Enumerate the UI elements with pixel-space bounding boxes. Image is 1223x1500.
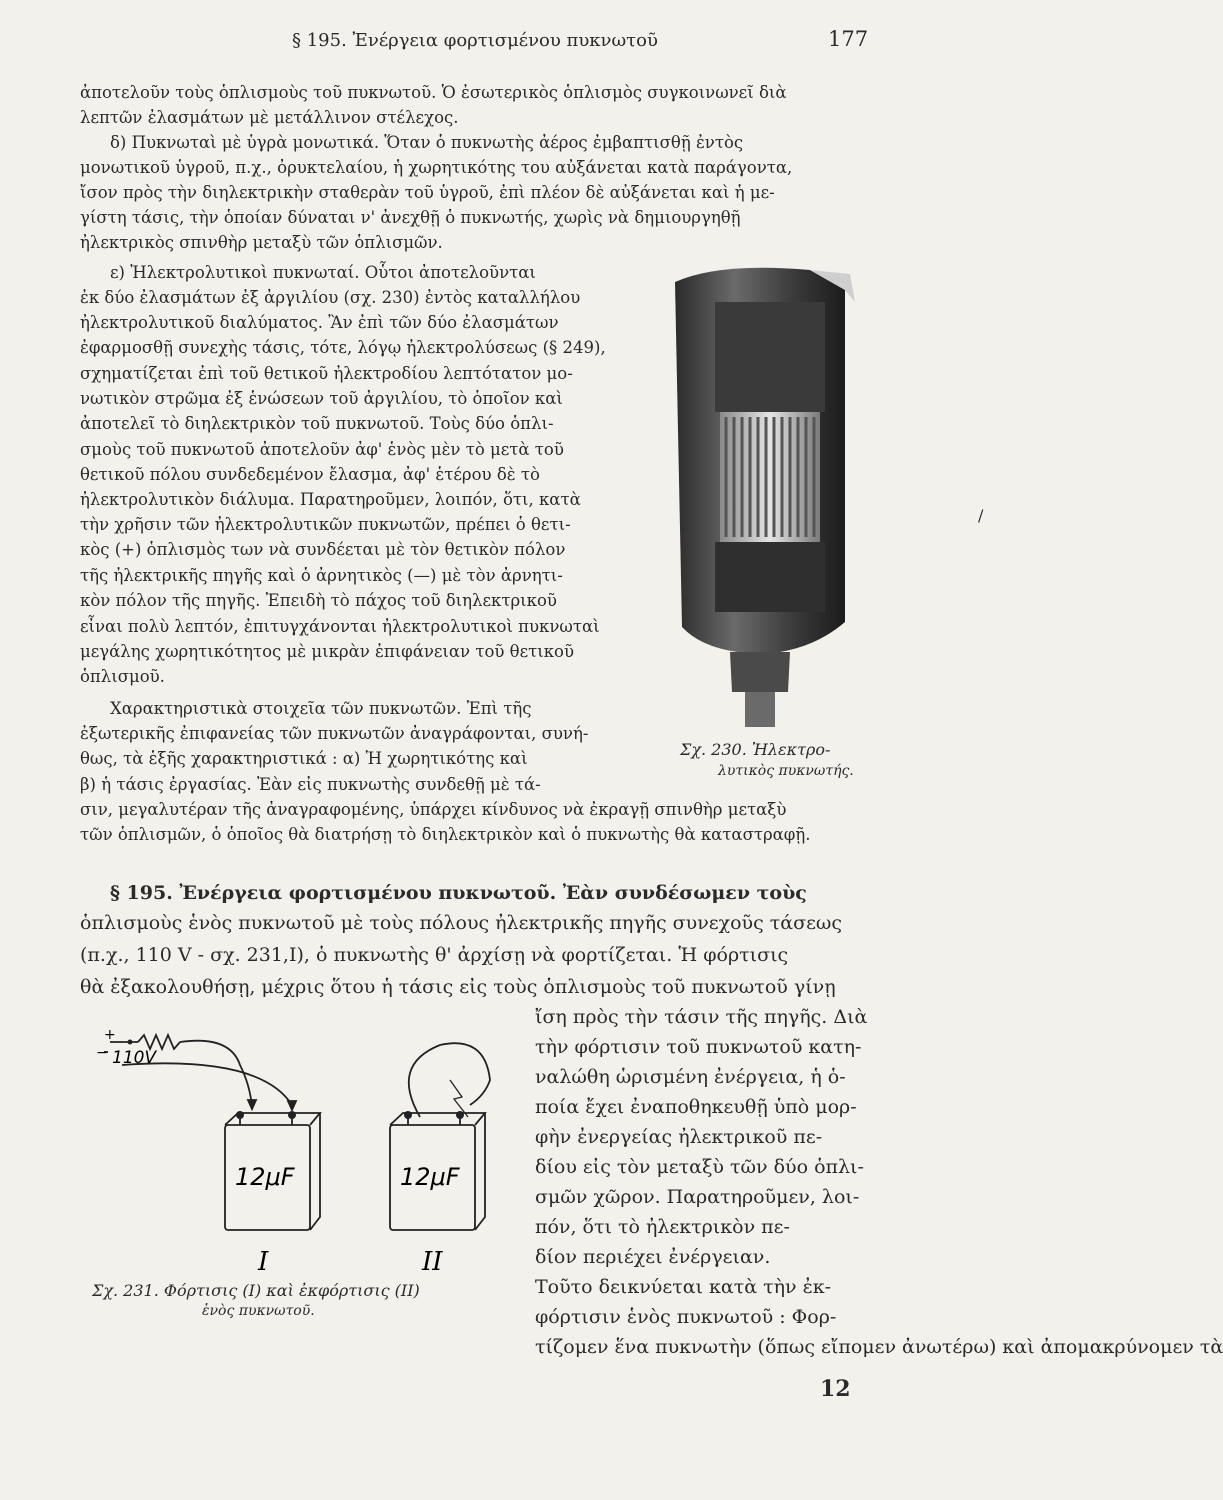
text-line: Τοῦτο δεικνύεται κατὰ τὴν ἐκ- [535,1276,832,1298]
text-line: φόρτισιν ἑνὸς πυκνωτοῦ : Φορ- [535,1306,837,1328]
margin-mark: / [978,506,984,525]
figure-230-caption-cont: λυτικὸς πυκνωτής. [718,763,854,779]
text-line: σιν, μεγαλυτέραν τῆς ἀναγραφομένης, ὑπάρχει κίνδυνος νὰ ἐκραγῇ σπινθὴρ μεταξὺ [80,800,787,819]
figure-label-II: II [422,1247,443,1277]
text-line: ἐκ δύο ἐλασμάτων ἐξ ἀργιλίου (σχ. 230) ἐντὸς καταλλήλου [80,288,581,307]
page-number: 177 [828,27,869,51]
text-line: ε) Ἠλεκτρολυτικοὶ πυκνωταί. Οὗτοι ἀποτελοῦνται [110,263,536,282]
plus-sign: + [104,1027,116,1043]
text-line: σμῶν χῶρον. Παρατηροῦμεν, λοι- [535,1186,860,1208]
text-line: δίον περιέχει ἐνέργειαν. [535,1246,771,1268]
capacitance-label-right: 12μF [400,1163,460,1191]
text-line: μεγάλης χωρητικότητος μὲ μικρὰν ἐπιφάνειαν τοῦ θετικοῦ [80,642,575,661]
text-line: ἐφαρμοσθῇ συνεχὴς τάσις, τότε, λόγῳ ἠλεκτρολύσεως (§ 249), [80,338,606,357]
text-line: γίστη τάσις, τὴν ὁποίαν δύναται ν' ἀνεχθῇ ὁ πυκνωτής, χωρὶς νὰ δημιουργηθῇ [80,208,741,227]
figure-231-caption: Σχ. 231. Φόρτισις (I) καὶ ἐκφόρτισις (II) [92,1281,420,1300]
text-line: ἀποτελεῖ τὸ διηλεκτρικὸν τοῦ πυκνωτοῦ. Τοὺς δύο ὁπλι- [80,414,554,433]
text-line: θως, τὰ ἑξῆς χαρακτηριστικά : α) Ἡ χωρητικότης καὶ [80,749,528,768]
text-line: ἀποτελοῦν τοὺς ὁπλισμοὺς τοῦ πυκνωτοῦ. Ὁ ἐσωτερικὸς ὁπλισμὸς συγκοινωνεῖ διὰ [80,83,787,102]
capacitance-label-left: 12μF [235,1163,295,1191]
text-line: τῶν ὁπλισμῶν, ὁ ὁποῖος θὰ διατρήσῃ τὸ διηλεκτρικὸν καὶ ὁ πυκνωτὴς θὰ καταστραφῇ. [80,825,811,844]
text-line: εἶναι πολὺ λεπτόν, ἐπιτυγχάνονται ἠλεκτρολυτικοὶ πυκνωταὶ [80,617,600,636]
text-line: τὴν φόρτισιν τοῦ πυκνωτοῦ κατη- [535,1036,862,1058]
text-line: δ) Πυκνωταὶ μὲ ὑγρὰ μονωτικά. Ὅταν ὁ πυκνωτὴς ἀέρος ἐμβαπτισθῇ ἐντὸς [110,133,744,152]
text-line: ἠλεκτρικὸς σπινθὴρ μεταξὺ τῶν ὁπλισμῶν. [80,233,443,252]
text-line: Χαρακτηριστικὰ στοιχεῖα τῶν πυκνωτῶν. Ἐπὶ τῆς [110,699,532,718]
electrolytic-capacitor-photo [660,262,865,732]
running-header: § 195. Ἐνέργεια φορτισμένου πυκνωτοῦ [292,30,658,51]
section-heading-line: § 195. Ἐνέργεια φορτισμένου πυκνωτοῦ. Ἐὰν συνδέσωμεν τοὺς [110,882,807,904]
text-line: ναλώθη ὡρισμένη ἐνέργεια, ἡ ὁ- [535,1066,846,1088]
text-line: ἐξωτερικῆς ἐπιφανείας τῶν πυκνωτῶν ἀναγράφονται, συνή- [80,724,589,743]
text-line: δίου εἰς τὸν μεταξὺ τῶν δύο ὁπλι- [535,1156,864,1178]
text-line: μονωτικοῦ ὑγροῦ, π.χ., ὀρυκτελαίου, ἡ χωρητικότης του αὐξάνεται κατὰ παράγοντα, [80,158,793,177]
text-line: τῆς ἠλεκτρικῆς πηγῆς καὶ ὁ ἀρνητικὸς (—) μὲ τὸν ἀρνητι- [80,566,563,585]
signature-mark: 12 [820,1376,851,1402]
text-line: (π.χ., 110 V - σχ. 231,I), ὁ πυκνωτὴς θ' ἀρχίσῃ νὰ φορτίζεται. Ἡ φόρτισις [80,944,789,966]
text-line: β) ἡ τάσις ἐργασίας. Ἐὰν εἰς πυκνωτὴς συνδεθῇ μὲ τά- [80,775,541,794]
text-line: θὰ ἐξακολουθήσῃ, μέχρις ὅτου ἡ τάσις εἰς τοὺς ὁπλισμοὺς τοῦ πυκνωτοῦ γίνῃ [80,976,836,998]
capacitor-charge-diagram [90,1025,510,1280]
text-line: κὸς (+) ὁπλισμὸς των νὰ συνδέεται μὲ τὸν θετικὸν πόλον [80,540,566,559]
text-line: πόν, ὅτι τὸ ἠλεκτρικὸν πε- [535,1216,790,1238]
text-line: κὸν πόλον τῆς πηγῆς. Ἐπειδὴ τὸ πάχος τοῦ διηλεκτρικοῦ [80,591,557,610]
figure-230-caption: Σχ. 230. Ἠλεκτρο- [680,740,831,759]
text-line: ὁπλισμοῦ. [80,667,165,686]
text-line: φὴν ἐνεργείας ἠλεκτρικοῦ πε- [535,1126,823,1148]
text-line: ὁπλισμοὺς ἑνὸς πυκνωτοῦ μὲ τοὺς πόλους ἠλεκτρικῆς πηγῆς συνεχοῦς τάσεως [80,912,843,934]
text-line: σμοὺς τοῦ πυκνωτοῦ ἀποτελοῦν ἀφ' ἑνὸς μὲν τὸ μετὰ τοῦ [80,440,564,459]
voltage-label: 110V [112,1048,157,1068]
text-line: ἠλεκτρολυτικὸν διάλυμα. Παρατηροῦμεν, λοιπόν, ὅτι, κατὰ [80,490,581,509]
figure-label-I: I [258,1247,269,1277]
text-line: ἴση πρὸς τὴν τάσιν τῆς πηγῆς. Διὰ [535,1006,868,1028]
text-line: ποία ἔχει ἐναποθηκευθῇ ὑπὸ μορ- [535,1096,857,1118]
figure-231-caption-cont: ἑνὸς πυκνωτοῦ. [202,1303,315,1319]
text-line: θετικοῦ πόλου συνδεδεμένον ἔλασμα, ἀφ' ἑτέρου δὲ τὸ [80,465,540,484]
text-line: νωτικὸν στρῶμα ἐξ ἑνώσεων τοῦ ἀργιλίου, τὸ ὁποῖον καὶ [80,389,563,408]
text-line: ἴσον πρὸς τὴν διηλεκτρικὴν σταθερὰν τοῦ ὑγροῦ, ἐπὶ πλέον δὲ αὐξάνεται καὶ ἡ με- [80,183,775,202]
text-line: λεπτῶν ἐλασμάτων μὲ μετάλλινον στέλεχος. [80,108,459,127]
text-line: τὴν χρῆσιν τῶν ἠλεκτρολυτικῶν πυκνωτῶν, πρέπει ὁ θετι- [80,515,571,534]
minus-sign: − [96,1045,108,1061]
text-line: σχηματίζεται ἐπὶ τοῦ θετικοῦ ἠλεκτροδίου λεπτότατον μο- [80,364,573,383]
text-line: τίζομεν ἕνα πυκνωτὴν (ὅπως εἴπομεν ἀνωτέρω) καὶ ἀπομακρύνομεν τὰ [535,1336,1223,1358]
text-line: ἠλεκτρολυτικοῦ διαλύματος. Ἂν ἐπὶ τῶν δύο ἐλασμάτων [80,313,559,332]
